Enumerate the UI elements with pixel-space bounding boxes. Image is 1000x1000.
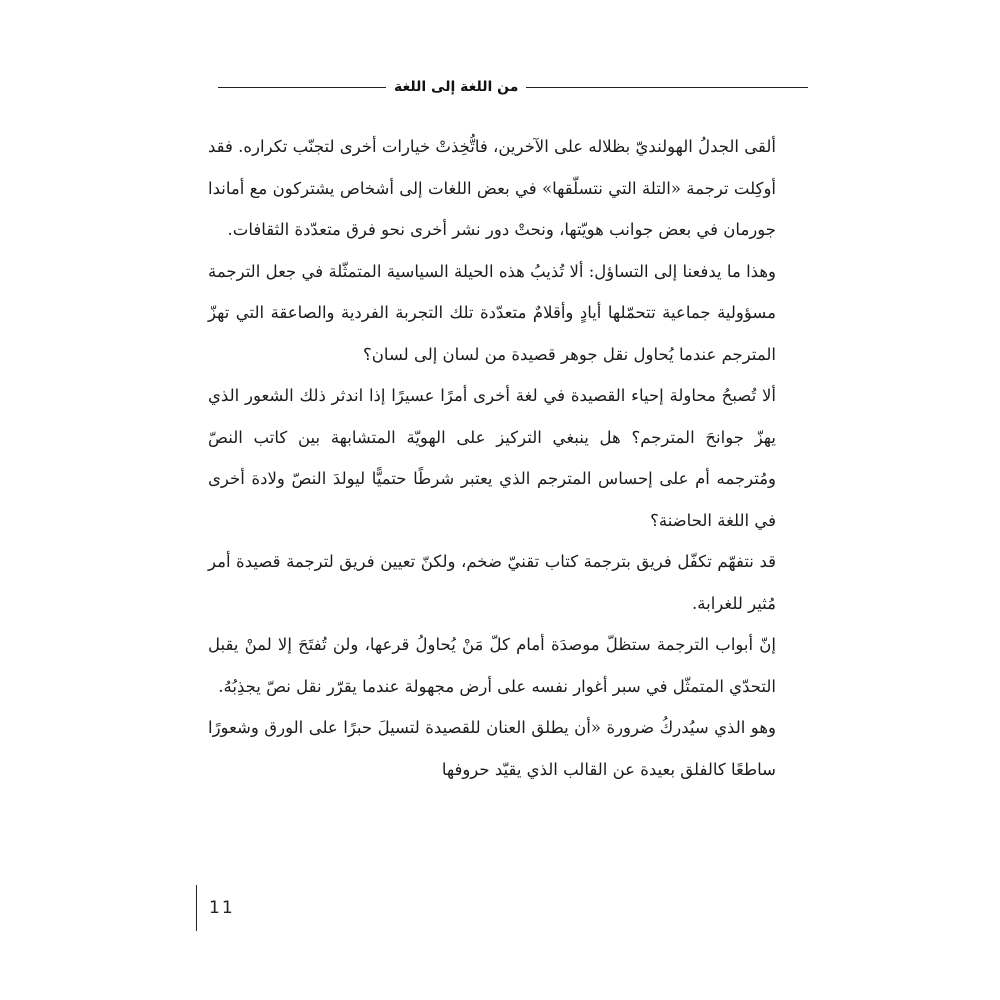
running-header bbox=[218, 72, 808, 102]
paragraph: قد نتفهّم تكفّل فريق بترجمة كتاب تقنيّ ضخم، ولكنّ تعيين فريق لترجمة قصيدة أمر مُثير للغرابة. bbox=[208, 552, 776, 613]
body-text bbox=[208, 126, 776, 790]
paragraph: ألا تُصبحُ محاولة إحياء القصيدة في لغة أخرى أمرًا عسيرًا إذا اندثر ذلك الشعور الذي يهزّ جوانحَ المترجم؟ هل ينبغي التركيز على الهويّة المتشابهة بين كاتب النصّ ومُترجمه أم على إحساس المترجم الذي يعتبر شرطًا حتميًّا ليولدَ النصّ ولادة أخرى في اللغة الحاضنة؟ bbox=[208, 386, 776, 530]
running-header-title: من اللغة إلى اللغة bbox=[394, 79, 519, 95]
paragraph: وهذا ما يدفعنا إلى التساؤل: ألا تُذيبُ هذه الحيلة السياسية المتمثّلة في جعل الترجمة مسؤولية جماعية تتحمّلها أيادٍ وأقلامٌ متعدّدة تلك التجربة الفردية والصاعقة التي تهزّ المترجم عندما يُحاول نقل جوهر قصيدة من لسان إلى لسان؟ bbox=[208, 261, 776, 364]
header-rule-right bbox=[526, 87, 808, 88]
paragraph: وهو الذي سيُدركُ ضرورة «أن يطلق العنان للقصيدة لتسيلَ حبرًا على الورق وشعورًا ساطعًا كالفلق بعيدة عن القالب الذي يقيّد حروفها bbox=[208, 718, 776, 779]
paragraph: ألقى الجدلُ الهولنديّ بظلاله على الآخرين، فاتُّخِذتْ خيارات أخرى لتجنّب تكراره. فقد أوكِلت ترجمة «التلة التي نتسلّقها» في بعض اللغات إلى أشخاص يشتركون مع أماندا جورمان في بعض جوانب هويّتها، ونحتْ دور نشر أخرى نحو فرق متعدّدة الثقافات. bbox=[208, 137, 776, 239]
paragraph: إنّ أبواب الترجمة ستظلّ موصدَة أمام كلّ مَنْ يُحاولُ قرعها، ولن تُفتَحَ إلا لمنْ يقبل التحدّي المتمثّل في سبر أغوار نفسه على أرض مجهولة عندما يقرّر نقل نصّ يجذِبُهُ. bbox=[208, 635, 776, 696]
header-rule-left bbox=[218, 87, 386, 88]
page-number: 11 bbox=[196, 885, 235, 931]
